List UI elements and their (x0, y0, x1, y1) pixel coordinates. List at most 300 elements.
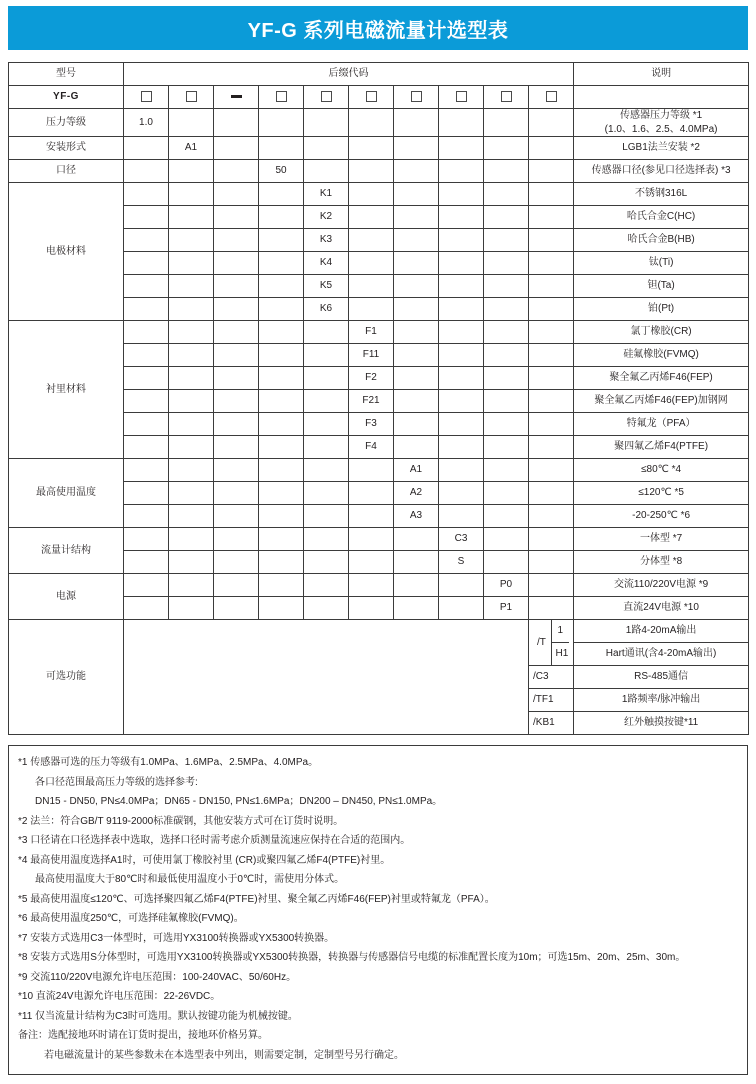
empty-cell-12-5 (304, 390, 349, 413)
empty-cell-9-2 (169, 321, 214, 344)
footnote-line-12: *10 直流24V电源允许电压范围：22-26VDC。 (18, 991, 221, 1002)
table-row (9, 160, 749, 183)
empty-cell-6-6 (349, 252, 394, 275)
empty-cell-17-3 (214, 505, 259, 528)
row-desc-0 (574, 109, 749, 137)
footnote-line-2: DN15 - DN50, PN≤4.0MPa；DN65 - DN150, PN≤1.6MPa；DN200 – DN450, PN≤1.0MPa。 (35, 796, 443, 807)
empty-cell-1-9 (484, 137, 529, 160)
empty-cell-21-6 (349, 597, 394, 620)
code-cell-P1: P1 (484, 597, 529, 620)
empty-cell-8-9 (484, 298, 529, 321)
empty-cell-7-1 (124, 275, 169, 298)
checkbox-icon[interactable] (276, 91, 287, 102)
column-header-desc: 说明 (574, 63, 749, 86)
empty-cell-4-7 (394, 206, 439, 229)
empty-cell-19-4 (259, 551, 304, 574)
row-label-0: 压力等级 (9, 109, 124, 137)
empty-cell-20-7 (394, 574, 439, 597)
empty-cell-21-4 (259, 597, 304, 620)
code-cell-F2: F2 (349, 367, 394, 390)
footnote-line-7: *5 最高使用温度≤120℃、可选择聚四氟乙烯F4(PTFE)衬里、聚全氟乙丙烯F46(FEP)衬里或特氟龙（PFA）。 (18, 893, 495, 905)
empty-cell-2-10 (529, 160, 574, 183)
selection-table-wrapper (8, 62, 748, 735)
empty-cell-2-7 (394, 160, 439, 183)
empty-cell-7-7 (394, 275, 439, 298)
empty-cell-21-10 (529, 597, 574, 620)
empty-cell-12-1 (124, 390, 169, 413)
footnotes-block (8, 745, 748, 1075)
empty-cell-9-5 (304, 321, 349, 344)
empty-cell-8-6 (349, 298, 394, 321)
empty-cell-0-2 (169, 109, 214, 137)
empty-cell-11-1 (124, 367, 169, 390)
empty-cell-11-9 (484, 367, 529, 390)
footnote-line-10: *8 安装方式选用S分体型时，可选用YX3100转换器或YX5300转换器，转换器与传感器信号电缆的标准配置长度为10m；可选15m、20m、25m、30m。 (18, 952, 686, 963)
row-desc-19: 分体型 *8 (574, 551, 749, 574)
column-header-model: 型号 (9, 63, 124, 86)
empty-cell-3-3 (214, 183, 259, 206)
empty-cell-12-9 (484, 390, 529, 413)
row-label-2: 口径 (9, 160, 124, 183)
empty-cell-0-6 (349, 109, 394, 137)
code-cell-A1: A1 (169, 137, 214, 160)
empty-cell-10-3 (214, 344, 259, 367)
empty-cell-3-7 (394, 183, 439, 206)
footnote-line-1: 各口径范围最高压力等级的选择参考: (35, 776, 198, 788)
optional-t-label: /T (533, 620, 551, 665)
empty-cell-14-2 (169, 436, 214, 459)
empty-cell-16-9 (484, 482, 529, 505)
empty-cell-4-6 (349, 206, 394, 229)
empty-cell-14-7 (394, 436, 439, 459)
row-desc-14: 聚四氟乙烯F4(PTFE) (574, 436, 749, 459)
empty-cell-13-2 (169, 413, 214, 436)
code-cell-A1: A1 (394, 459, 439, 482)
empty-cell-18-10 (529, 528, 574, 551)
empty-cell-8-8 (439, 298, 484, 321)
empty-cell-4-9 (484, 206, 529, 229)
empty-cell-6-9 (484, 252, 529, 275)
empty-cell-10-10 (529, 344, 574, 367)
empty-cell-15-9 (484, 459, 529, 482)
empty-cell-9-3 (214, 321, 259, 344)
empty-cell-20-2 (169, 574, 214, 597)
empty-cell-2-1 (124, 160, 169, 183)
code-cell-K4: K4 (304, 252, 349, 275)
empty-cell-6-2 (169, 252, 214, 275)
empty-cell-3-10 (529, 183, 574, 206)
empty-cell-17-9 (484, 505, 529, 528)
row-desc-1: LGB1法兰安装 *2 (574, 137, 749, 160)
empty-cell-5-4 (259, 229, 304, 252)
code-cell-C3: C3 (439, 528, 484, 551)
empty-cell-5-8 (439, 229, 484, 252)
empty-cell-0-10 (529, 109, 574, 137)
code-cell-1.0: 1.0 (124, 109, 169, 137)
empty-cell-19-10 (529, 551, 574, 574)
empty-cell-13-1 (124, 413, 169, 436)
row-label-15: 最高使用温度 (9, 459, 124, 528)
suffix-slot-1 (124, 86, 169, 109)
empty-cell-20-5 (304, 574, 349, 597)
suffix-slot-3 (214, 86, 259, 109)
optional-t-desc-0: 1路4-20mA输出 (574, 620, 749, 643)
row-desc-11: 聚全氟乙丙烯F46(FEP) (574, 367, 749, 390)
optional-t-group (529, 620, 574, 666)
empty-cell-3-1 (124, 183, 169, 206)
empty-cell-17-4 (259, 505, 304, 528)
suffix-slot-5 (304, 86, 349, 109)
footnote-line-6: 最高使用温度大于80℃时和最低使用温度小于0℃时，需使用分体式。 (35, 874, 345, 885)
empty-cell-3-2 (169, 183, 214, 206)
optional-t-code-1: 1 (551, 620, 569, 643)
empty-cell-0-8 (439, 109, 484, 137)
optional-desc-1: 1路频率/脉冲输出 (574, 689, 749, 712)
empty-cell-1-1 (124, 137, 169, 160)
empty-cell-18-1 (124, 528, 169, 551)
empty-cell-11-5 (304, 367, 349, 390)
checkbox-icon[interactable] (141, 91, 152, 102)
footnote-line-4: *3 口径请在口径选择表中选取，选择口径时需考虑介质测量流速应保持在合适的范围内。 (18, 835, 411, 846)
empty-cell-7-4 (259, 275, 304, 298)
empty-cell-0-5 (304, 109, 349, 137)
code-cell-K5: K5 (304, 275, 349, 298)
checkbox-icon[interactable] (366, 91, 377, 102)
empty-cell-10-9 (484, 344, 529, 367)
empty-cell-7-10 (529, 275, 574, 298)
empty-cell-17-5 (304, 505, 349, 528)
checkbox-icon[interactable] (501, 91, 512, 102)
code-cell-K2: K2 (304, 206, 349, 229)
empty-cell-2-8 (439, 160, 484, 183)
suffix-slot-8 (439, 86, 484, 109)
row-label-3: 电极材料 (9, 183, 124, 321)
page-title: YF-G 系列电磁流量计选型表 (247, 19, 509, 42)
empty-cell-18-6 (349, 528, 394, 551)
empty-cell-18-3 (214, 528, 259, 551)
empty-cell-0-7 (394, 109, 439, 137)
optional-desc-2: 红外触摸按键*11 (574, 712, 749, 735)
empty-cell-6-1 (124, 252, 169, 275)
selection-table-body (9, 63, 749, 735)
empty-cell-5-9 (484, 229, 529, 252)
empty-cell-5-7 (394, 229, 439, 252)
empty-cell-6-4 (259, 252, 304, 275)
optional-t-code-H1: H1 (555, 648, 569, 660)
empty-cell-2-9 (484, 160, 529, 183)
code-cell-50: 50 (259, 160, 304, 183)
empty-cell-3-6 (349, 183, 394, 206)
empty-cell-15-2 (169, 459, 214, 482)
row-desc-4: 哈氏合金C(HC) (574, 206, 749, 229)
empty-cell-16-4 (259, 482, 304, 505)
empty-cell-18-9 (484, 528, 529, 551)
footnote-line-8: *6 最高使用温度250℃，可选择硅氟橡胶(FVMQ)。 (18, 913, 244, 924)
empty-cell-8-7 (394, 298, 439, 321)
empty-cell-11-10 (529, 367, 574, 390)
row-label-9: 衬里材料 (9, 321, 124, 459)
empty-cell-12-10 (529, 390, 574, 413)
empty-cell-5-1 (124, 229, 169, 252)
empty-cell-11-3 (214, 367, 259, 390)
empty-cell-3-8 (439, 183, 484, 206)
empty-cell-8-2 (169, 298, 214, 321)
row-desc-17: -20-250℃ *6 (574, 505, 749, 528)
suffix-slot-7 (394, 86, 439, 109)
empty-cell-20-3 (214, 574, 259, 597)
table-row (9, 528, 749, 551)
empty-cell-16-5 (304, 482, 349, 505)
empty-cell-19-9 (484, 551, 529, 574)
empty-cell-13-9 (484, 413, 529, 436)
row-desc-12: 聚全氟乙丙烯F46(FEP)加钢网 (574, 390, 749, 413)
empty-cell-14-5 (304, 436, 349, 459)
empty-cell-12-7 (394, 390, 439, 413)
empty-cell-13-8 (439, 413, 484, 436)
empty-cell-14-10 (529, 436, 574, 459)
row-desc-3: 不锈钢316L (574, 183, 749, 206)
empty-cell-5-2 (169, 229, 214, 252)
empty-cell-21-2 (169, 597, 214, 620)
empty-cell-10-8 (439, 344, 484, 367)
empty-cell-1-10 (529, 137, 574, 160)
empty-cell-19-5 (304, 551, 349, 574)
empty-cell-17-1 (124, 505, 169, 528)
column-header-suffix: 后缀代码 (124, 63, 574, 86)
empty-cell-13-7 (394, 413, 439, 436)
empty-cell-15-10 (529, 459, 574, 482)
empty-cell-2-3 (214, 160, 259, 183)
suffix-slot-10 (529, 86, 574, 109)
footnote-line-11: *9 交流110/220V电源允许电压范围：100-240VAC、50/60Hz。 (18, 971, 297, 983)
empty-cell-9-10 (529, 321, 574, 344)
row-desc-13: 特氟龙（PFA） (574, 413, 749, 436)
empty-cell-1-6 (349, 137, 394, 160)
footnote-line-0: *1 传感器可选的压力等级有1.0MPa、1.6MPa、2.5MPa、4.0MPa。 (18, 757, 319, 768)
empty-cell-18-5 (304, 528, 349, 551)
optional-t-desc-1: Hart通讯(含4-20mA输出) (574, 643, 749, 666)
empty-cell-19-7 (394, 551, 439, 574)
empty-cell-14-4 (259, 436, 304, 459)
empty-cell-2-2 (169, 160, 214, 183)
footnote-line-14: 备注：选配接地环时请在订货时提出，接地环价格另算。 (18, 1030, 268, 1041)
row-desc-9: 氯丁橡胶(CR) (574, 321, 749, 344)
empty-cell-12-3 (214, 390, 259, 413)
table-row (9, 574, 749, 597)
code-cell-K6: K6 (304, 298, 349, 321)
table-row (9, 183, 749, 206)
empty-cell-11-8 (439, 367, 484, 390)
selection-table-page (0, 6, 756, 1084)
empty-cell-21-3 (214, 597, 259, 620)
empty-cell-0-4 (259, 109, 304, 137)
table-row (9, 459, 749, 482)
page-title-bar (8, 6, 748, 50)
empty-cell-17-10 (529, 505, 574, 528)
suffix-slot-9 (484, 86, 529, 109)
empty-cell-20-6 (349, 574, 394, 597)
footnote-line-3: *2 法兰：符合GB/T 9119-2000标准碳钢，其他安装方式可在订货时说明。 (18, 815, 344, 827)
empty-cell-18-4 (259, 528, 304, 551)
empty-cell-13-10 (529, 413, 574, 436)
row-label-18: 流量计结构 (9, 528, 124, 574)
empty-cell-16-2 (169, 482, 214, 505)
row-desc-5: 哈氏合金B(HB) (574, 229, 749, 252)
optional-t-row (533, 620, 569, 643)
empty-cell-11-7 (394, 367, 439, 390)
empty-cell-2-5 (304, 160, 349, 183)
code-cell-F3: F3 (349, 413, 394, 436)
empty-cell-6-3 (214, 252, 259, 275)
row-desc-15: ≤80℃ *4 (574, 459, 749, 482)
optional-code-/C3: /C3 (529, 666, 574, 689)
checkbox-icon[interactable] (186, 91, 197, 102)
checkbox-icon[interactable] (546, 91, 557, 102)
checkbox-icon[interactable] (411, 91, 422, 102)
empty-cell-9-8 (439, 321, 484, 344)
row-desc-2: 传感器口径(参见口径选择表) *3 (574, 160, 749, 183)
empty-cell-1-8 (439, 137, 484, 160)
empty-cell-19-2 (169, 551, 214, 574)
footnote-line-5: *4 最高使用温度选择A1时，可使用氯丁橡胶衬里 (CR)或聚四氟乙烯F4(PTFE)衬里。 (18, 854, 391, 866)
empty-cell-5-10 (529, 229, 574, 252)
empty-cell-6-7 (394, 252, 439, 275)
empty-cell-13-5 (304, 413, 349, 436)
empty-cell-14-3 (214, 436, 259, 459)
row-desc-line-1: 传感器压力等级 *1 (619, 110, 703, 121)
empty-cell-17-8 (439, 505, 484, 528)
empty-cell-14-8 (439, 436, 484, 459)
optional-desc-0: RS-485通信 (574, 666, 749, 689)
empty-cell-7-9 (484, 275, 529, 298)
checkbox-icon[interactable] (321, 91, 332, 102)
empty-cell-7-2 (169, 275, 214, 298)
code-cell-A2: A2 (394, 482, 439, 505)
empty-cell-14-9 (484, 436, 529, 459)
empty-cell-20-1 (124, 574, 169, 597)
model-row-desc (574, 86, 749, 109)
empty-cell-11-2 (169, 367, 214, 390)
code-cell-F1: F1 (349, 321, 394, 344)
empty-cell-12-4 (259, 390, 304, 413)
selection-table (8, 62, 749, 735)
empty-cell-3-9 (484, 183, 529, 206)
empty-cell-1-7 (394, 137, 439, 160)
empty-cell-17-6 (349, 505, 394, 528)
row-desc-21: 直流24V电源 *10 (574, 597, 749, 620)
empty-cell-21-1 (124, 597, 169, 620)
empty-cell-16-3 (214, 482, 259, 505)
empty-cell-13-4 (259, 413, 304, 436)
table-row (9, 321, 749, 344)
checkbox-icon[interactable] (456, 91, 467, 102)
empty-cell-1-4 (259, 137, 304, 160)
row-desc-16: ≤120℃ *5 (574, 482, 749, 505)
row-desc-20: 交流110/220V电源 *9 (574, 574, 749, 597)
table-row (9, 137, 749, 160)
empty-cell-6-8 (439, 252, 484, 275)
footnote-line-15: 若电磁流量计的某些参数未在本选型表中列出，则需要定制，定制型号另行确定。 (44, 1049, 404, 1061)
empty-cell-16-6 (349, 482, 394, 505)
optional-code-/TF1: /TF1 (529, 689, 574, 712)
empty-cell-5-6 (349, 229, 394, 252)
empty-cell-4-10 (529, 206, 574, 229)
code-cell-F21: F21 (349, 390, 394, 413)
empty-cell-19-1 (124, 551, 169, 574)
empty-cell-6-10 (529, 252, 574, 275)
code-cell-K1: K1 (304, 183, 349, 206)
empty-cell-13-3 (214, 413, 259, 436)
empty-cell-7-3 (214, 275, 259, 298)
empty-cell-9-7 (394, 321, 439, 344)
empty-cell-3-4 (259, 183, 304, 206)
suffix-slot-6 (349, 86, 394, 109)
empty-cell-15-5 (304, 459, 349, 482)
empty-cell-4-2 (169, 206, 214, 229)
empty-cell-16-10 (529, 482, 574, 505)
empty-cell-12-2 (169, 390, 214, 413)
empty-cell-21-7 (394, 597, 439, 620)
footnote-line-13: *11 仅当流量计结构为C3时可选用。默认按键功能为机械按键。 (18, 1010, 298, 1022)
row-desc-8: 铂(Pt) (574, 298, 749, 321)
empty-cell-15-3 (214, 459, 259, 482)
row-desc-6: 钛(Ti) (574, 252, 749, 275)
model-code-cell: YF-G (9, 86, 124, 109)
row-desc-10: 硅氟橡胶(FVMQ) (574, 344, 749, 367)
empty-cell-15-1 (124, 459, 169, 482)
row-label-20: 电源 (9, 574, 124, 620)
empty-cell-20-8 (439, 574, 484, 597)
empty-cell-7-6 (349, 275, 394, 298)
code-cell-A3: A3 (394, 505, 439, 528)
empty-cell-10-4 (259, 344, 304, 367)
empty-cell-0-3 (214, 109, 259, 137)
row-desc-line-2: (1.0、1.6、2.5、4.0MPa) (604, 123, 718, 135)
empty-cell-9-9 (484, 321, 529, 344)
empty-cell-20-10 (529, 574, 574, 597)
empty-cell-4-1 (124, 206, 169, 229)
empty-cell-8-1 (124, 298, 169, 321)
optional-empty-span (124, 620, 529, 735)
empty-cell-19-6 (349, 551, 394, 574)
empty-cell-10-1 (124, 344, 169, 367)
empty-cell-8-3 (214, 298, 259, 321)
empty-cell-21-5 (304, 597, 349, 620)
empty-cell-20-4 (259, 574, 304, 597)
empty-cell-2-6 (349, 160, 394, 183)
empty-cell-4-4 (259, 206, 304, 229)
row-desc-7: 钽(Ta) (574, 275, 749, 298)
suffix-slot-4 (259, 86, 304, 109)
empty-cell-10-2 (169, 344, 214, 367)
code-cell-F4: F4 (349, 436, 394, 459)
empty-cell-19-3 (214, 551, 259, 574)
empty-cell-16-8 (439, 482, 484, 505)
optional-code-/KB1: /KB1 (529, 712, 574, 735)
footnote-line-9: *7 安装方式选用C3一体型时，可选用YX3100转换器或YX5300转换器。 (18, 932, 335, 944)
row-desc-18: 一体型 *7 (574, 528, 749, 551)
optional-functions-row (9, 620, 749, 643)
empty-cell-10-7 (394, 344, 439, 367)
empty-cell-10-5 (304, 344, 349, 367)
dash-separator-icon (231, 95, 242, 98)
empty-cell-18-2 (169, 528, 214, 551)
empty-cell-15-6 (349, 459, 394, 482)
empty-cell-14-1 (124, 436, 169, 459)
empty-cell-8-4 (259, 298, 304, 321)
empty-cell-1-5 (304, 137, 349, 160)
empty-cell-9-1 (124, 321, 169, 344)
